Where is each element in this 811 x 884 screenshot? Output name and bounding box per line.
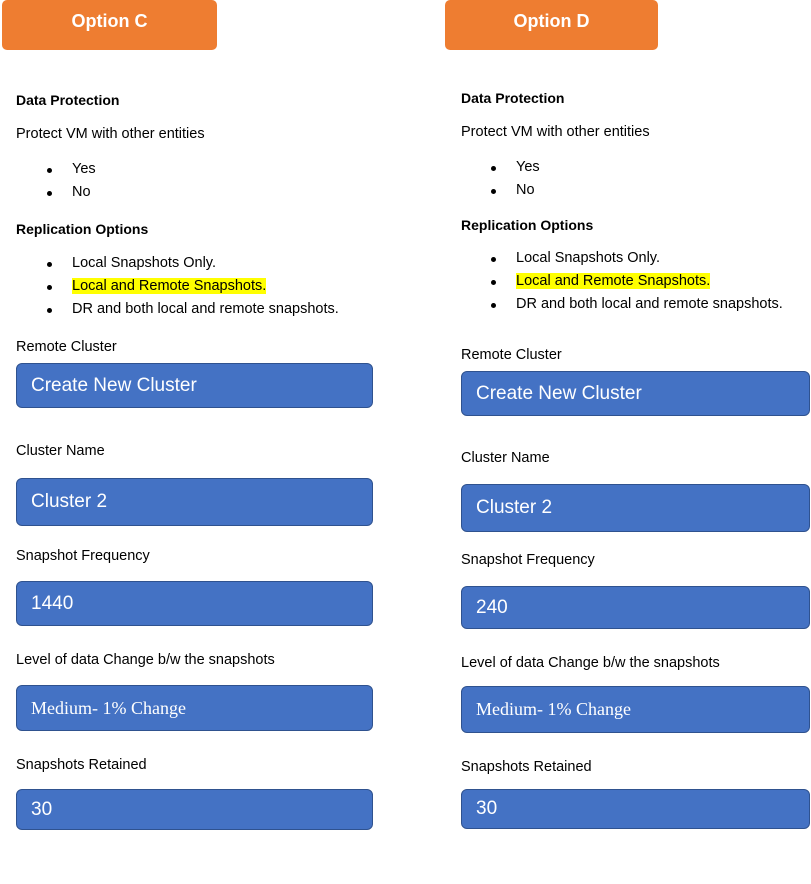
replication-choice-dr-both[interactable]: DR and both local and remote snapshots. bbox=[16, 298, 400, 321]
remote-cluster-label: Remote Cluster bbox=[16, 339, 117, 355]
protect-vm-label: Protect VM with other entities bbox=[16, 126, 205, 142]
snapshot-frequency-field[interactable]: 1440 bbox=[16, 581, 373, 626]
data-change-field[interactable]: Medium- 1% Change bbox=[461, 686, 810, 733]
replication-choices-list bbox=[16, 252, 400, 321]
protect-vm-label: Protect VM with other entities bbox=[461, 124, 650, 140]
bullet-icon bbox=[491, 280, 496, 285]
bullet-icon bbox=[47, 308, 52, 313]
bullet-icon bbox=[491, 303, 496, 308]
remote-cluster-field[interactable]: Create New Cluster bbox=[16, 363, 373, 408]
cluster-name-label: Cluster Name bbox=[16, 443, 105, 459]
replication-choice-local-remote[interactable] bbox=[460, 270, 811, 293]
snapshots-retained-label: Snapshots Retained bbox=[16, 757, 147, 773]
bullet-icon bbox=[47, 168, 52, 173]
snapshots-retained-field[interactable]: 30 bbox=[461, 789, 810, 829]
bullet-icon bbox=[47, 285, 52, 290]
snapshot-frequency-label: Snapshot Frequency bbox=[461, 552, 595, 568]
snapshots-retained-field[interactable]: 30 bbox=[16, 789, 373, 830]
remote-cluster-label: Remote Cluster bbox=[461, 347, 562, 363]
cluster-name-field[interactable]: Cluster 2 bbox=[16, 478, 373, 526]
cluster-name-field[interactable]: Cluster 2 bbox=[461, 484, 810, 532]
data-change-label: Level of data Change b/w the snapshots bbox=[461, 655, 720, 671]
replication-choice-dr-both[interactable]: DR and both local and remote snapshots. bbox=[460, 293, 811, 316]
bullet-icon bbox=[491, 166, 496, 171]
remote-cluster-field[interactable]: Create New Cluster bbox=[461, 371, 810, 416]
protect-choice-yes[interactable]: Yes bbox=[460, 156, 810, 179]
data-protection-heading: Data Protection bbox=[461, 90, 565, 106]
cluster-name-label: Cluster Name bbox=[461, 450, 550, 466]
option-c-tab[interactable]: Option C bbox=[2, 0, 217, 50]
snapshots-retained-label: Snapshots Retained bbox=[461, 759, 592, 775]
option-d-tab[interactable]: Option D bbox=[445, 0, 658, 50]
bullet-icon bbox=[491, 257, 496, 262]
highlighted-choice: Local and Remote Snapshots. bbox=[516, 273, 711, 289]
replication-options-heading: Replication Options bbox=[16, 221, 149, 237]
data-protection-heading: Data Protection bbox=[16, 92, 120, 108]
protect-choices-list bbox=[16, 158, 396, 204]
bullet-icon bbox=[491, 189, 496, 194]
protect-choice-yes[interactable]: Yes bbox=[16, 158, 396, 181]
replication-choice-local-remote[interactable] bbox=[16, 275, 400, 298]
snapshot-frequency-label: Snapshot Frequency bbox=[16, 548, 150, 564]
data-change-field[interactable]: Medium- 1% Change bbox=[16, 685, 373, 731]
bullet-icon bbox=[47, 262, 52, 267]
replication-choice-local-only[interactable]: Local Snapshots Only. bbox=[16, 252, 400, 275]
replication-choices-list bbox=[460, 247, 811, 316]
snapshot-frequency-field[interactable]: 240 bbox=[461, 586, 810, 629]
highlighted-choice: Local and Remote Snapshots. bbox=[72, 278, 267, 294]
data-change-label: Level of data Change b/w the snapshots bbox=[16, 652, 275, 668]
protect-choices-list bbox=[460, 156, 810, 202]
bullet-icon bbox=[47, 191, 52, 196]
replication-choice-local-only[interactable]: Local Snapshots Only. bbox=[460, 247, 811, 270]
replication-options-heading: Replication Options bbox=[461, 217, 594, 233]
protect-choice-no[interactable]: No bbox=[16, 181, 396, 204]
protect-choice-no[interactable]: No bbox=[460, 179, 810, 202]
